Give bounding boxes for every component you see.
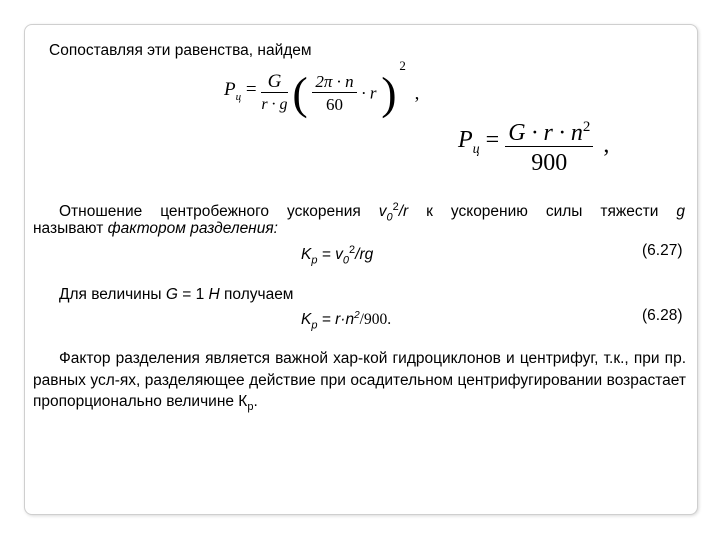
line-g-value: Для величины G = 1 Н получаем: [59, 286, 294, 303]
f1-frac1-den: r · g: [261, 96, 288, 113]
f1-eq: =: [245, 79, 257, 101]
f1-paren-close: ): [381, 67, 397, 119]
formula-power-balance: [224, 57, 420, 138]
para1-line2: называют фактором разделения:: [33, 220, 278, 237]
f1-frac1: [261, 72, 287, 115]
para2-text: Фактор разделения является важной хар-кой гидроциклонов и центрифуг, т.к., при пр. равных усл-ях, разделяющее действие при осадительном центрифугировании возрастает пропорционально величине $К_р$.: [33, 350, 686, 414]
f2-lhs-sub: ц: [472, 141, 480, 157]
f2-num: $G \cdot r \cdot n^2$: [505, 114, 593, 147]
equation-6-28: $K_р = r\cdot n^2/900$.: [301, 310, 392, 332]
f1-dot-r: · r: [361, 83, 377, 103]
f2-eq: =: [485, 127, 500, 154]
equation-6-27-number: (6.27): [642, 242, 683, 259]
f1-lhs-sub: ц: [235, 90, 242, 103]
formula-power-simplified: [458, 114, 609, 176]
equation-6-27: $K_р = v_0^2/rg$: [301, 244, 374, 267]
f1-paren-open: (: [292, 67, 308, 119]
intro-text: Сопоставляя эти равенства, найдем: [49, 42, 312, 59]
f2-frac: [505, 114, 593, 176]
f1-comma: ,: [414, 82, 420, 104]
f2-lhs: P: [458, 127, 473, 154]
f1-lhs: P: [224, 79, 236, 101]
equation-6-28-number: (6.28): [642, 307, 683, 324]
f1-frac2: [312, 72, 356, 115]
f1-frac2-den: 60: [326, 95, 344, 114]
f1-frac1-num: G: [261, 72, 287, 93]
f1-power: 2: [399, 57, 406, 73]
f1-frac2-num: 2π · n: [312, 72, 356, 93]
f2-comma: ,: [603, 132, 610, 158]
para1-line1: Отношение центробежного ускорения $v_0^2/r$ к ускорению силы тяжести g: [59, 201, 685, 224]
f2-den: 900: [531, 150, 568, 176]
